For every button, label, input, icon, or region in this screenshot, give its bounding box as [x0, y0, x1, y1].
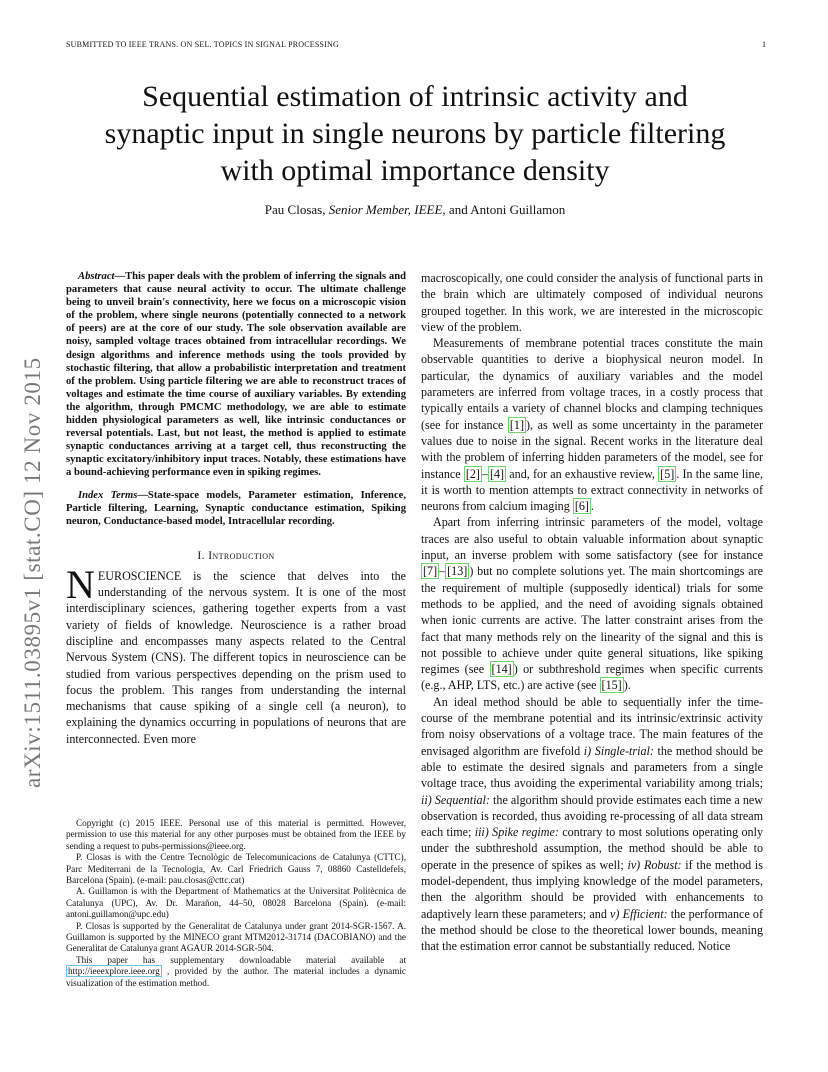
citation-6[interactable]: [6]: [574, 499, 589, 514]
text-span: if the method is model-dependent, thus implying knowledge of the model parameters, then the algorithm should be provided with enhancements to adaptively learn these parameters; and: [421, 857, 763, 921]
right-paragraph-2: [421, 335, 763, 514]
arxiv-identifier: arXiv:1511.03895v1 [stat.CO] 12 Nov 2015: [20, 357, 45, 788]
right-paragraph-1: macroscopically, one could consider the analysis of functional parts in the brain which are ultimately composed of individual neurons grouped together. In this work, we are interested in the microscopic view of the problem.: [421, 271, 763, 334]
drop-cap: N: [66, 561, 95, 607]
feature-spike-regime: Spike regime:: [492, 825, 559, 840]
index-terms-text: —State-space models, Parameter estimation, Inference, Particle filtering, Learning, Synaptic conductance estimation, Spiking neuron, Conductance-based model, Intracellular recording.: [66, 489, 406, 527]
feature-efficient: Efficient:: [622, 906, 668, 921]
ieeexplore-link[interactable]: http://ieeexplore.ieee.org: [68, 966, 160, 977]
feature-robust: Robust:: [643, 857, 682, 872]
feature-single-trial: Single-trial:: [594, 743, 654, 758]
text-span: ), as well as some uncertainty in the parameter values due to noise in the signal. Recent works in the literature deal with the problem of inferring hidden parameters of the model, see for instance: [421, 417, 764, 481]
text-span: the method should be able to estimate the desired signals and parameters from a single voltage trace, thus avoiding the experimental variability among trials;: [421, 743, 763, 791]
enum-marker: ii): [421, 792, 432, 807]
running-head: SUBMITTED TO IEEE TRANS. ON SEL. TOPICS IN SIGNAL PROCESSING: [66, 40, 339, 49]
enum-marker: iii): [474, 825, 489, 840]
text-span: . In the same line, it is worth to mention attempts to extract connectivity in networks of neurons from calcium imaging: [421, 466, 763, 514]
right-paragraph-4: [421, 694, 763, 955]
text-span: .: [590, 499, 594, 514]
text-span: and, for an exhaustive review,: [506, 466, 659, 481]
abstract: [66, 270, 406, 480]
enum-marker: i): [583, 743, 592, 758]
citation-2[interactable]: [2]: [465, 466, 480, 481]
section-number: I.: [197, 549, 205, 562]
title-line-2: synaptic input in single neurons by particle filtering: [104, 117, 726, 150]
citation-5[interactable]: [5]: [660, 466, 675, 481]
text-span: Measurements of membrane potential traces constitute the main observable quantities to derive a biophysical neuron model. In particular, the dynamics of auxiliary variables and the model parameters are inferred from voltage traces, in a costly process that typically entails a variety of channel blocks and clamping techniques (see for instance: [421, 336, 763, 432]
feature-sequential: Sequential:: [434, 792, 490, 807]
right-paragraph-3: [421, 514, 763, 693]
title-line-3: with optimal importance density: [220, 154, 610, 187]
footnote-closas-affiliation: P. Closas is with the Centre Tecnològic de Telecomunicacions de Catalunya (CTTC), Parc Mediterrani de la Tecnologia, Av. Carl Friedrich Gauss 7, 08860 Castelldefels, Barcelona (Spain). (e-mail: pau.closas@cttc.cat): [66, 852, 406, 886]
author-closas-affiliation: Senior Member, IEEE,: [328, 202, 446, 217]
text-span: –: [439, 564, 446, 579]
footnotes: [66, 818, 406, 989]
index-terms: [66, 489, 406, 528]
page-number: 1: [762, 40, 766, 49]
text-span: ).: [623, 678, 631, 693]
supp-text-after: , provided by the author. The material includes a dynamic visualization of the estimation method.: [66, 966, 406, 988]
footnote-supplementary: [66, 955, 406, 989]
text-span: Apart from inferring intrinsic parameters of the model, voltage traces are also useful to obtain valuable information about synaptic input, an inverse problem with some satisfactory (see for instance: [421, 515, 763, 563]
citation-13[interactable]: [13]: [447, 564, 468, 579]
footnote-funding: P. Closas is supported by the Generalitat de Catalunya under grant 2014-SGR-1567. A. Guillamon is supported by the MINECO grant MTM2012-31714 (DACOBIANO) and the Generalitat de Catalunya grant AGAUR 2014-SGR-504.: [66, 920, 406, 954]
text-span: the algorithm should provide estimates each time a new observation is recorded, thus avoiding re-processing of all data stream each time;: [421, 792, 763, 840]
author-closas: Pau Closas,: [264, 202, 326, 217]
text-span: the performance of the method should be close to the theoretical lower bounds, meaning that the estimation error cannot be substantially reduced. Notice: [421, 906, 763, 954]
intro-paragraph: [66, 561, 406, 747]
paper-title: [60, 78, 770, 189]
right-column: [421, 270, 763, 954]
author-conjunction: and: [448, 202, 468, 217]
abstract-label: Abstract: [78, 271, 115, 282]
text-span: ) but no complete solutions yet. The main shortcomings are the requirement of multiple (supposedly identical) trials for some methods to be applied, and the need of avoiding signals obtained when ionic currents are active. The latter constraint arises from the fact that many methods rely on the linearity of the signal and this is not possible to achieve under quite general situations, like spiking regimes (see: [421, 564, 763, 677]
text-span: contrary to most solutions operating only under the subthreshold assumption, the method should be able to operate in the presence of spikes as well;: [421, 825, 763, 872]
author-line: [60, 202, 770, 218]
text-span: An ideal method should be able to sequentially infer the time-course of the membrane potential and its intrinsic/extrinsic activity from noisy observations of a voltage trace. The main features of the envisaged algorithm are fivefold: [421, 694, 763, 758]
citation-7[interactable]: [7]: [423, 564, 438, 579]
intro-text: is the science that delves into the understanding of the nervous system. It is one of the most interdisciplinary sciences, gathering together experts from a vast variety of fields of knowledge. Neuroscience is a rather broad discipline and encompasses many aspects related to the Central Nervous System (CNS). The different topics in neuroscience can be studied from various perspectives depending on the prism used to focus the problem. This ranges from understanding the internal mechanisms that cause spiking of a single cell (a neuron), to explaining the dynamics occurring in populations of neurons that are interconnected. Even more: [66, 568, 406, 746]
enum-marker: iv): [627, 857, 641, 872]
index-terms-label: Index Terms: [78, 489, 138, 501]
text-span: –: [481, 466, 488, 481]
footnote-guillamon-affiliation: A. Guillamon is with the Department of Mathematics at the Universitat Politècnica de Catalunya (UPC), Av. Dr. Marañon, 44–50, 08028 Barcelona (Spain). (e-mail: antoni.guillamon@upc.edu): [66, 886, 406, 920]
supp-text-before: This paper has supplementary downloadable material available at: [76, 954, 406, 965]
text-span: ) or subthreshold regimes when specific currents (e.g., AHP, LTS, etc.) are active (see: [421, 662, 763, 693]
section-heading-introduction: [66, 550, 406, 562]
section-title: Introduction: [208, 549, 275, 562]
author-guillamon: Antoni Guillamon: [470, 202, 566, 217]
title-line-1: Sequential estimation of intrinsic activity and: [142, 80, 688, 113]
citation-15[interactable]: [15]: [601, 678, 622, 693]
citation-1[interactable]: [1]: [509, 417, 525, 432]
enum-marker: v): [610, 906, 620, 921]
left-column: [66, 270, 406, 747]
intro-lead-word: EUROSCIENCE: [97, 568, 182, 583]
footnote-copyright: Copyright (c) 2015 IEEE. Personal use of this material is permitted. However, permission to use this material for any other purposes must be obtained from the IEEE by sending a request to pubs-permissions@ieee.org.: [66, 818, 406, 851]
citation-4[interactable]: [4]: [489, 466, 505, 481]
citation-14[interactable]: [14]: [491, 662, 512, 677]
abstract-text: —This paper deals with the problem of inferring the signals and parameters that cause neural activity to occur. The ultimate challenge being to unveil brain's connectivity, here we focus on a microscopic vision of the problem, where single neurons (potentially connected to a network of peers) are at the core of our study. The sole observation available are noisy, sampled voltage traces obtained from intracellular recordings. We design algorithms and inference methods using the tools provided by stochastic filtering, that allow a probabilistic interpretation and treatment of the problem. Using particle filtering we are able to reconstruct traces of voltages and estimate the time course of auxiliary variables. By extending the algorithm, through PMCMC methodology, we are able to estimate hidden physiological parameters as well, like intrinsic conductances or reversal potentials. Last, but not least, the method is applied to estimate synaptic conductances arriving at a target cell, thus reconstructing the synaptic excitatory/inhibitory input traces. Notably, these estimations have a bound-achieving performance even in spiking regimes.: [66, 271, 406, 479]
